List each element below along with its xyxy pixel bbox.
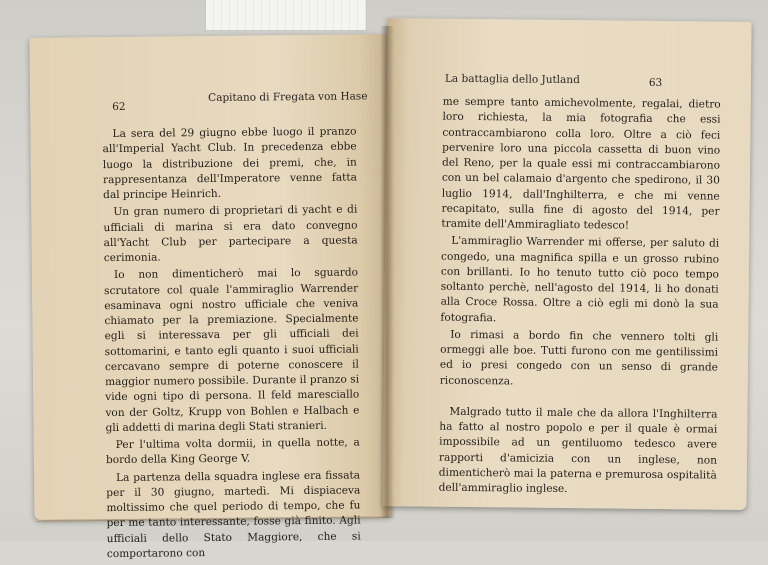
paragraph: Io non dimenticherò mai lo sguardo scrutatore col quale l'ammiraglio Warrender esaminava ogni nostro ufficiale che veniva chiamato per la premiazione. Specialmente egli si interessava per gli ufficiali dei sottomarini, e tanto egli quanto i suoi ufficiali cercavano sempre di poterne conoscere il maggior numero possibile. Durante il pranzo si vide ogni tipo di persona. Il feld maresciallo von der Goltz, Krupp von Bohlen e Halbach e gli addetti di marina degli Stati stranieri. bbox=[104, 266, 360, 434]
paragraph: Io rimasi a bordo fin che vennero tolti gli ormeggi alle boe. Tutti furono con me gentilissimi ed io presi congedo con un senso di grande riconoscenza. bbox=[439, 328, 719, 387]
left-page-body bbox=[102, 124, 361, 564]
paragraph: Per l'ultima volta dormii, in quella notte, a bordo della King George V. bbox=[105, 436, 360, 467]
paragraph: La sera del 29 giugno ebbe luogo il pranzo all'Imperial Yacht Club. In precedenza ebbe luogo la distribuzione dei premi, che, in rappresentanza dell'Imperatore venne fatta dal principe Heinrich. bbox=[102, 125, 358, 202]
paragraph: L'ammiraglio Warrender mi offerse, per saluto di congedo, una magnifica spilla e un grosso rubino con brillanti. Io ho tenuto tutto ciò poco tempo soltanto perchè, nell'agosto del 1914, li ho donati alla Croce Rossa. Oltre a ciò egli mi donò la sua fotografia. bbox=[440, 235, 720, 324]
right-page bbox=[382, 18, 751, 510]
left-page bbox=[29, 34, 391, 560]
paragraph: me sempre tanto amichevolmente, regalai, dietro loro richiesta, la mia fotografia che essi contraccambiarono colla loro. Oltre a ciò feci pervenire loro una piccola cassetta di buon vino del Reno, per la quale essi mi contraccambiarono con un bel calamaio d'argento che spedirono, il 30 luglio 1914, dall'Inghilterra, e che mi venne recapitato, sulla fine di agosto del 1914, per tramite dell'Ammiragliato tedesco! bbox=[441, 95, 721, 232]
paragraph: Un gran numero di proprietari di yacht e di ufficiali di marina si era dato convegno all'Yacht Club per partecipare a questa cerimonia. bbox=[103, 203, 358, 265]
right-page-number: 63 bbox=[648, 76, 663, 89]
left-page-number: 62 bbox=[112, 100, 126, 114]
book-gutter bbox=[380, 26, 394, 518]
paragraph: Malgrado tutto il male che da allora l'Inghilterra ha fatto al nostro popolo e per il quale è ormai impossibile ad un gentiluomo tedesco avere rapporti d'amicizia con un inglese, non dimenticherò mai la paterna e premurosa ospitalità dell'ammiraglio inglese. bbox=[438, 405, 718, 496]
left-running-head: Capitano di Fregata von Hase bbox=[208, 90, 368, 105]
right-page-body bbox=[439, 95, 721, 501]
right-running-head: La battaglia dello Jutland bbox=[444, 72, 580, 87]
paragraph: La partenza della squadra inglese era fissata per il 30 giugno, martedì. Mi dispiaceva moltissimo che quel periodo di tempo, che fu per me tanto interessante, fosse già finito. Agli ufficiali dello Stato Maggiore, che si comportarono con bbox=[106, 468, 361, 560]
open-book bbox=[28, 18, 754, 560]
